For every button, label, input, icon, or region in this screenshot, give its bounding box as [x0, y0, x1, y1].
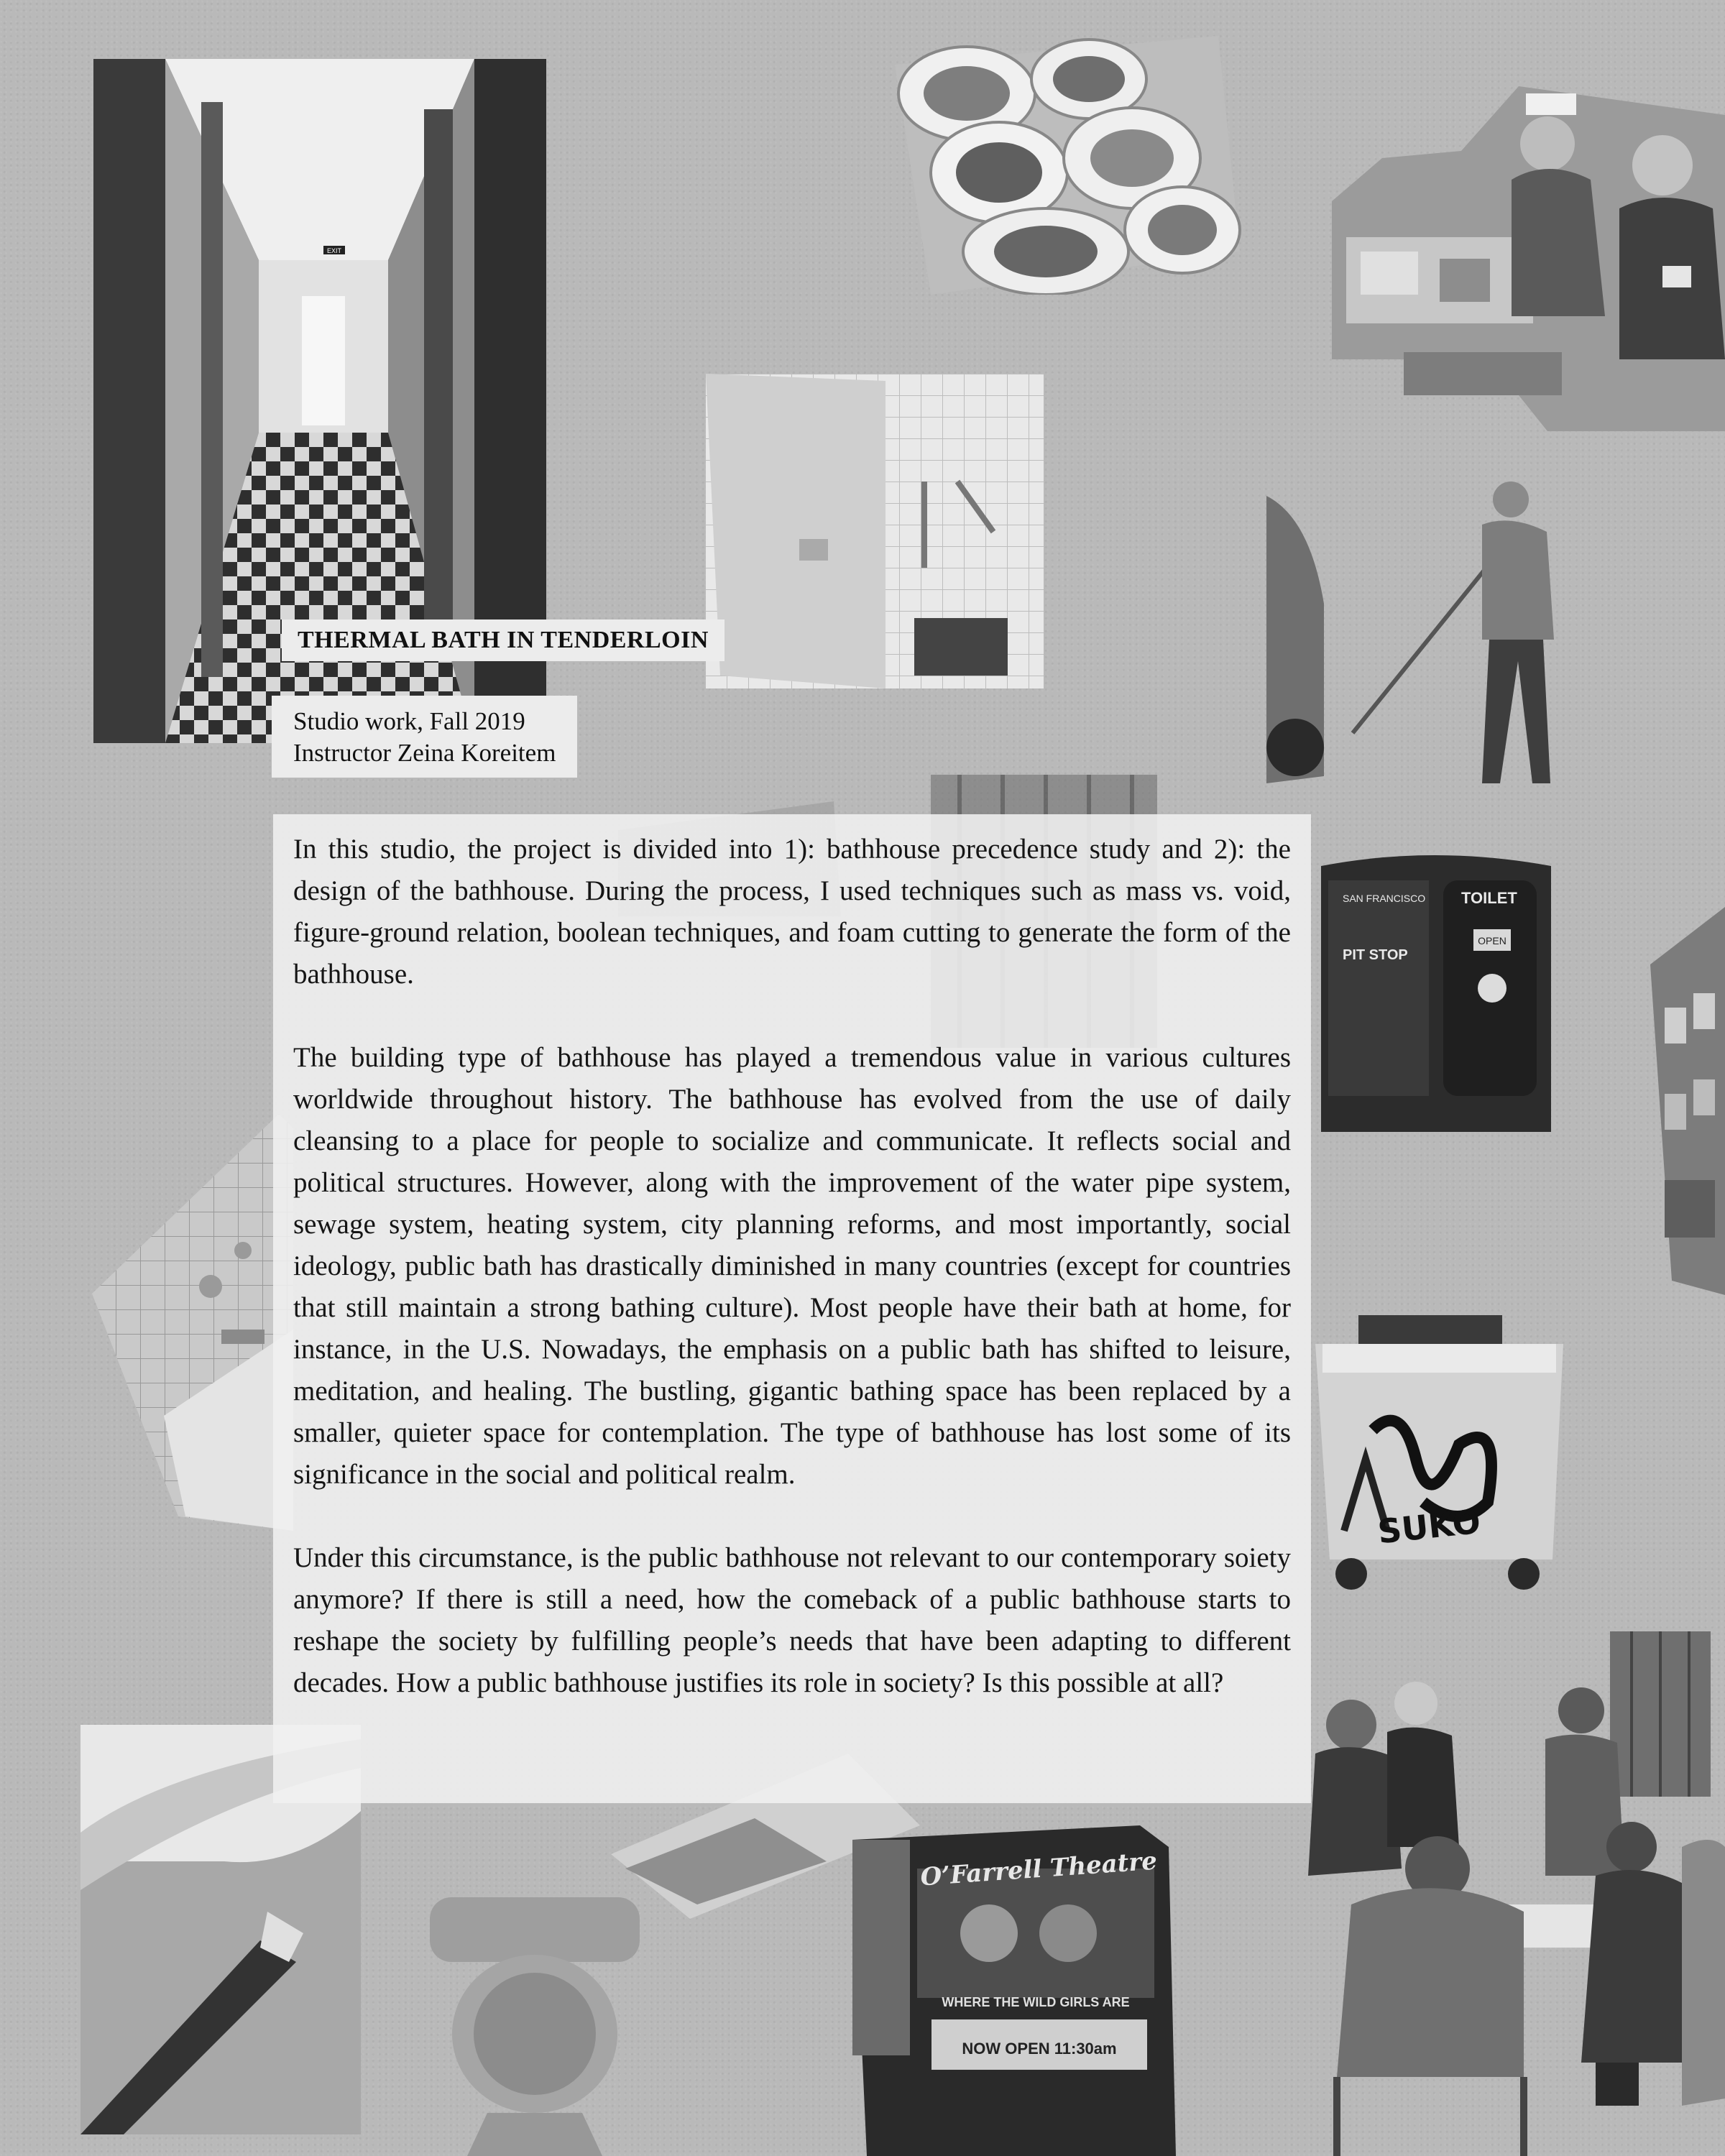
volunteers-serving-photo [1332, 57, 1725, 431]
project-description [273, 814, 1311, 1803]
kiosk-open-text: OPEN [1478, 935, 1506, 946]
ofarrell-theatre-photo [852, 1825, 1176, 2156]
graffiti-bin-photo [1315, 1315, 1563, 1592]
graffiti-text: SUKO [1376, 1501, 1483, 1552]
food-plates-photo [873, 36, 1247, 295]
theatre-marquee-text: WHERE THE WILD GIRLS ARE [942, 1995, 1130, 2009]
shower-stall-photo [706, 374, 1044, 688]
description-paragraph: The building type of bathhouse has played a tremendous value in various cultures worldwide throughout history. The bathhouse has evolved from the use of daily cleansing to a place for people to socialize and communicate. It reflects social and political structures. However, along with the improvement of the water pipe system, sewage system, heating system, city planning reforms, and most importantly, social ideology, public bath has drastically diminished in many countries (except for countries that still maintain a strong bathing culture). Most people have their bath at home, for instance, in the U.S. Nowadays, the emphasis on a public bath has shifted to leisure, meditation, and healing. The bustling, gigantic bathing space has been replaced by a smaller, quieter space for contemplation. The type of bathhouse has lost some of its significance in the social and political realm. [293, 1042, 1291, 1490]
toilet-photo [430, 1897, 640, 2156]
kiosk-toilet-text: TOILET [1461, 889, 1517, 907]
description-paragraph: Under this circumstance, is the public bathhouse not relevant to our contemporary soiety anymore? If there is still a need, how the comeback of a public bathhouse starts to reshape the society by fulfilling people’s needs that have been adapting to different decades. How a public bathhouse justifies its role in society? Is this possible at all? [293, 1542, 1291, 1698]
instructor-text: Instructor Zeina Koreitem [293, 739, 556, 767]
theatre-name-text: O’Farrell Theatre [919, 1846, 1159, 1892]
street-buildings-photo [1650, 907, 1725, 1295]
theatre-hours-text: NOW OPEN 11:30am [962, 2040, 1117, 2058]
kiosk-pitstop-text: PIT STOP [1343, 947, 1408, 963]
pressure-washer-worker-photo [1266, 474, 1669, 805]
bathtub-fixture-photo [92, 1114, 293, 1531]
studio-term-text: Studio work, Fall 2019 [293, 707, 525, 735]
description-paragraph: In this studio, the project is divided into 1): bathhouse precedence study and 2): the design of the bathhouse. During the process, I used techniques such as mass vs. void, figure-ground relation, boolean techniques, and foam cutting to generate the form of the bathhouse. [293, 834, 1291, 990]
public-toilet-kiosk-photo [1307, 852, 1560, 1132]
project-title: THERMAL BATH IN TENDERLOIN [282, 619, 724, 661]
kiosk-city-text: SAN FRANCISCO [1343, 893, 1426, 904]
project-meta [272, 696, 577, 778]
exit-sign-text: EXIT [326, 247, 342, 254]
street-chess-players-photo [1308, 1631, 1725, 2156]
